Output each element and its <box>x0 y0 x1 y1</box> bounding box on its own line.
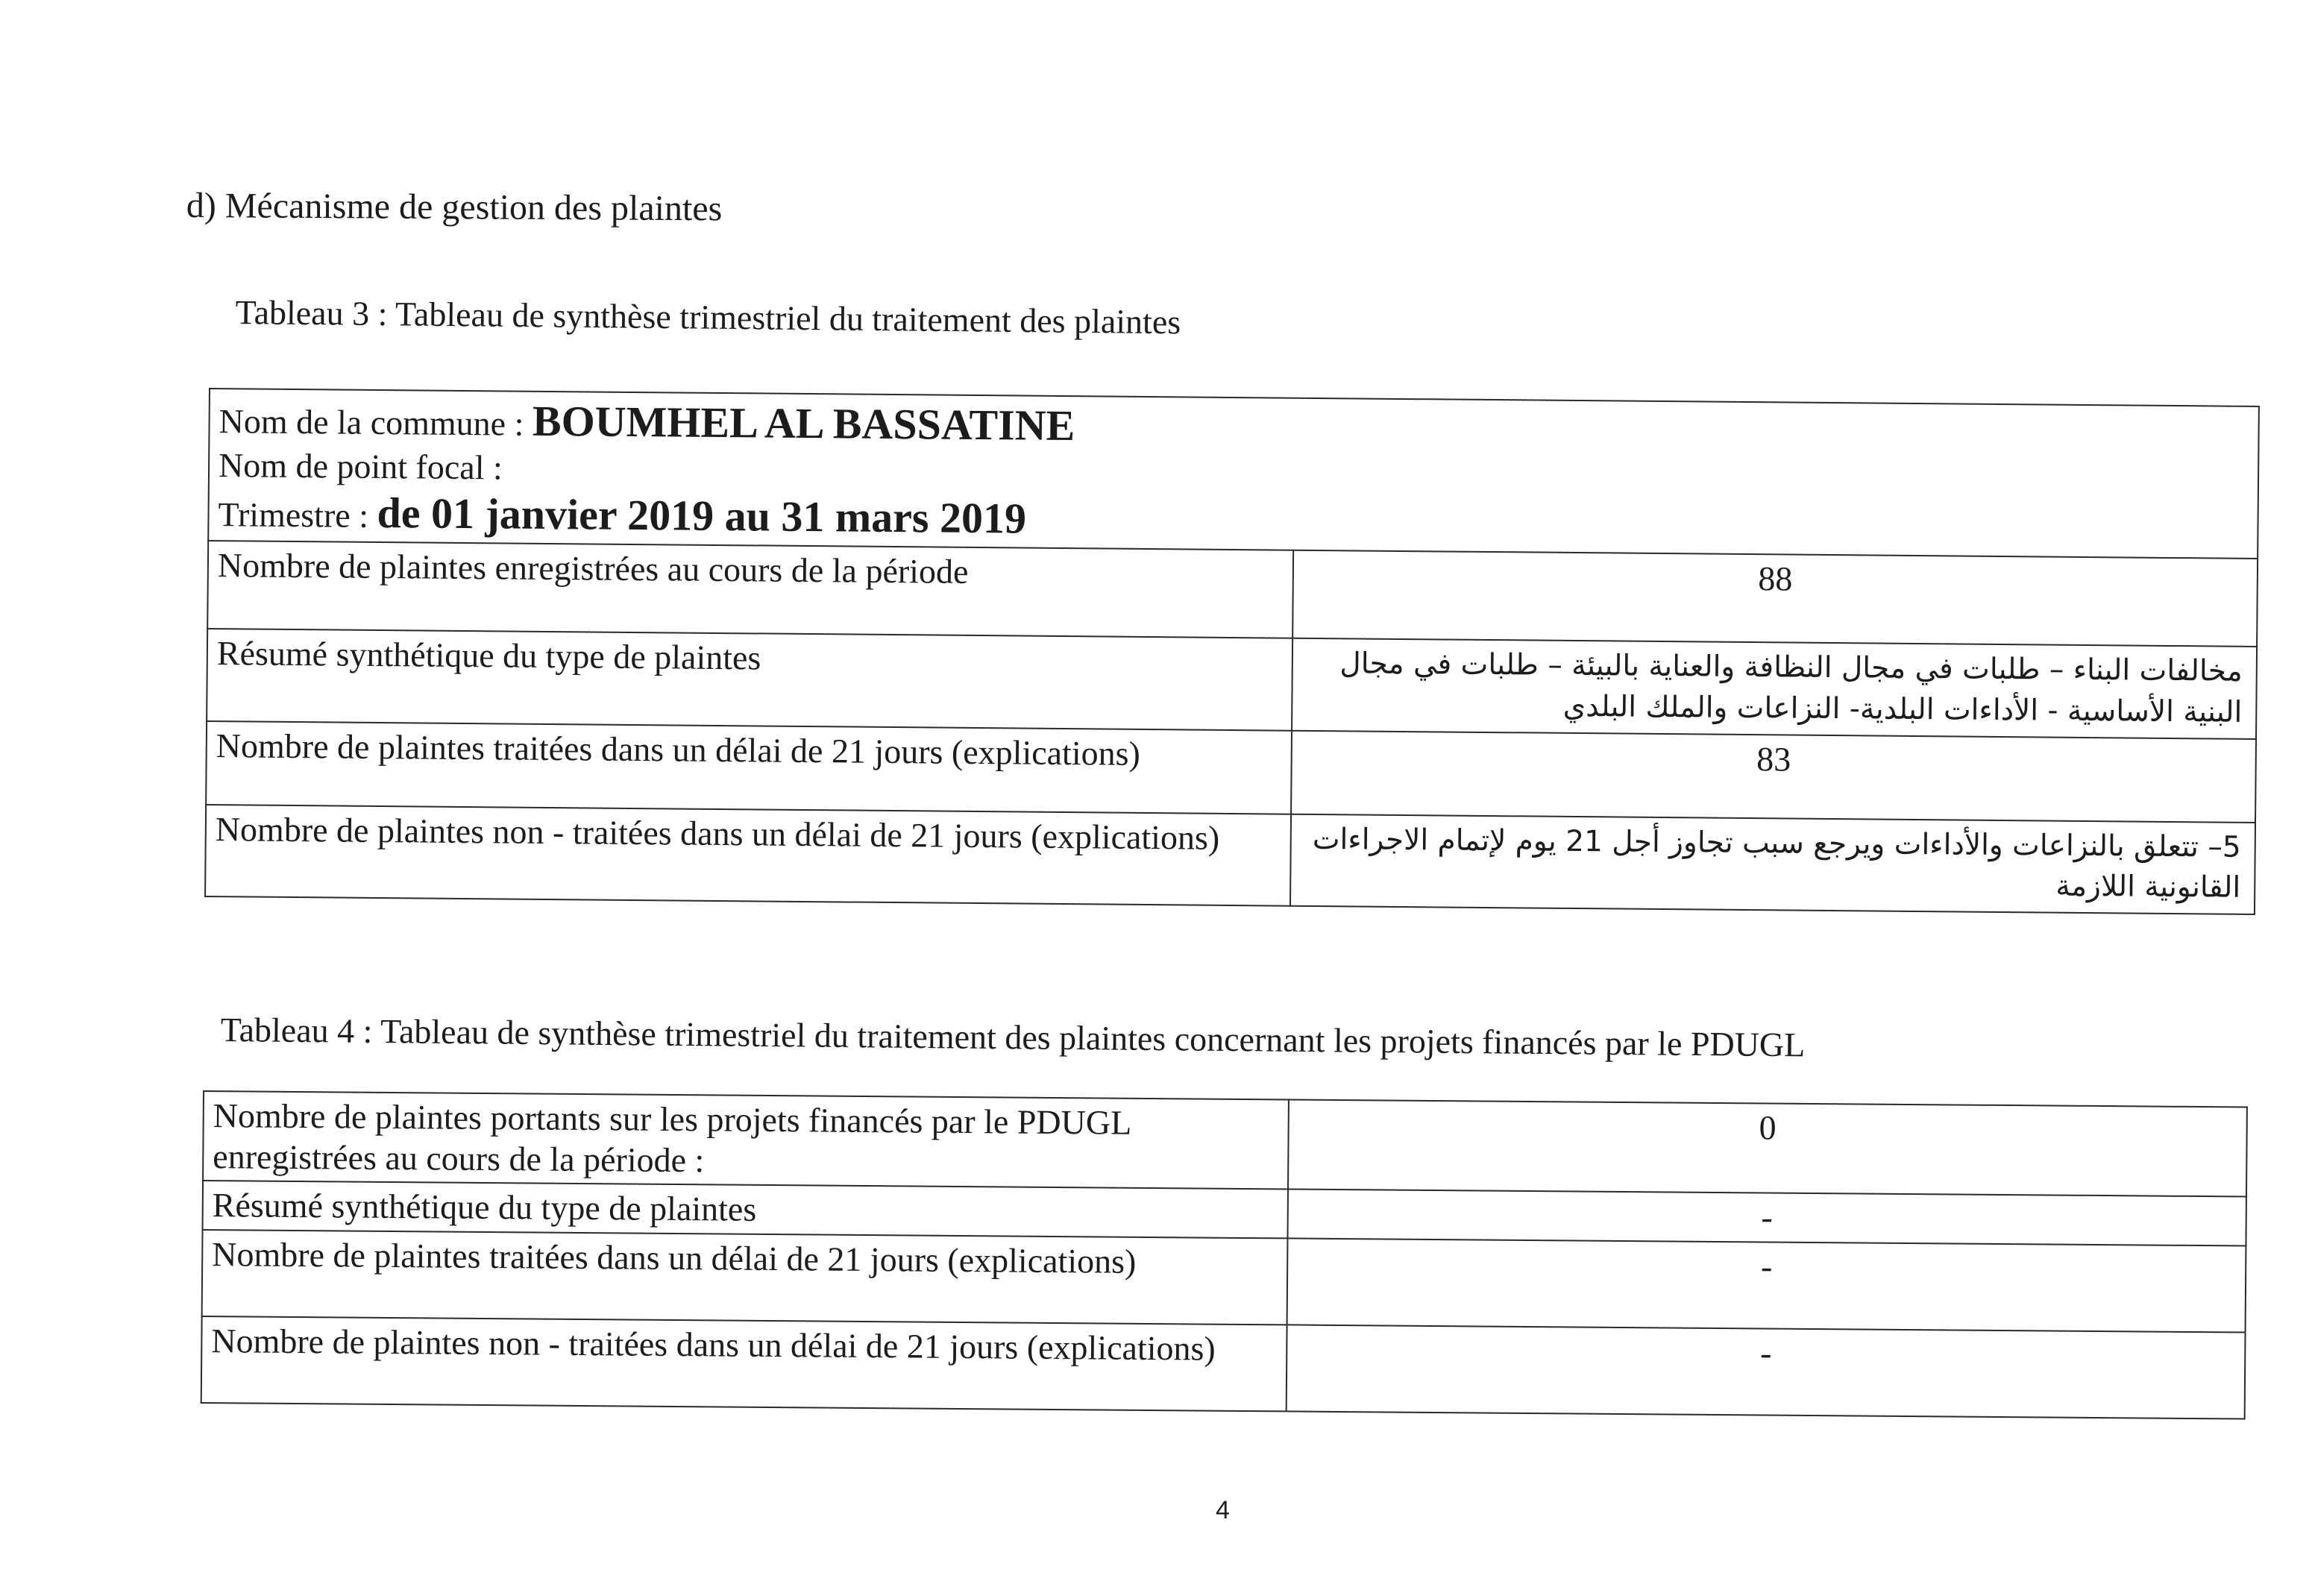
table-row <box>203 1091 2247 1197</box>
page-number: 4 <box>1216 1496 1230 1524</box>
row-value: 88 <box>1292 550 2258 647</box>
commune-value: BOUMHEL AL BASSATINE <box>532 396 1075 450</box>
row-value-arabic: مخالفات البناء – طلبات في مجال النظافة والعناية بالبيئة – طلبات في مجال البنية الأساسية - الأداءات البلدية- النزاعات والملك البلدي <box>1292 638 2257 738</box>
row-value-arabic: 5– تتعلق بالنزاعات والأداءات ويرجع سبب تجاوز أجل 21 يوم لإتمام الاجراءات القانونية اللازمة <box>1290 814 2255 914</box>
row-label: Résumé synthétique du type de plaintes <box>203 1181 1288 1238</box>
section-heading: d) Mécanisme de gestion des plaintes <box>186 185 723 229</box>
row-label: Résumé synthétique du type de plaintes <box>207 629 1292 730</box>
table-row <box>207 629 2257 738</box>
row-label: Nombre de plaintes non - traitées dans un délai de 21 jours (explications) <box>205 805 1291 906</box>
table3-caption: Tableau 3 : Tableau de synthèse trimestriel du traitement des plaintes <box>235 292 1181 342</box>
row-value: - <box>1287 1325 2246 1419</box>
table4-caption: Tableau 4 : Tableau de synthèse trimestriel du traitement des plaintes concernant les projets financés par le PDUGL <box>220 1011 1806 1064</box>
table-row <box>202 1230 2246 1333</box>
row-label: Nombre de plaintes enregistrées au cours de la période <box>207 541 1293 638</box>
row-label: Nombre de plaintes traitées dans un délai de 21 jours (explications) <box>206 721 1292 814</box>
table3 <box>204 388 2260 915</box>
commune-label: Nom de la commune : <box>219 402 533 443</box>
quarter-value: de 01 janvier 2019 au 31 mars 2019 <box>377 488 1027 543</box>
row-value: 0 <box>1288 1099 2247 1196</box>
focal-point-label: Nom de point focal : <box>218 445 503 487</box>
table-row <box>201 1316 2246 1419</box>
table3-header-row <box>208 389 2259 559</box>
quarter-label: Trimestre : <box>218 494 377 535</box>
table3-header-cell <box>208 389 2259 559</box>
row-value: - <box>1287 1238 2246 1332</box>
row-value: 83 <box>1291 730 2256 822</box>
table-row <box>205 805 2255 914</box>
row-label: Nombre de plaintes non - traitées dans un délai de 21 jours (explications) <box>201 1316 1287 1411</box>
row-label: Nombre de plaintes portants sur les projets financés par le PDUGL enregistrées au cours de la période : <box>203 1091 1289 1190</box>
row-label: Nombre de plaintes traitées dans un délai de 21 jours (explications) <box>202 1230 1288 1325</box>
row-value: - <box>1287 1190 2246 1245</box>
table4 <box>201 1090 2248 1419</box>
